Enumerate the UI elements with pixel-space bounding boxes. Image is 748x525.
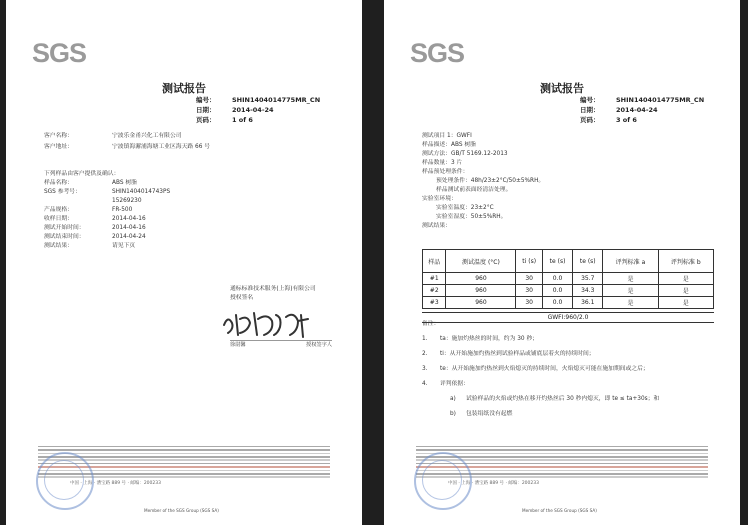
results-table bbox=[422, 249, 714, 309]
field-label: 客户名称： bbox=[44, 133, 73, 139]
test-item: 测试项目 1：GWFI bbox=[422, 133, 472, 139]
sgs-logo: SGS bbox=[32, 38, 87, 68]
field-label: 产品规格： bbox=[44, 207, 73, 213]
field-label: 收样日期： bbox=[44, 216, 73, 222]
sign-authority: 授权签名 bbox=[230, 295, 254, 301]
table-cell: 35.7 bbox=[573, 273, 603, 285]
sample-info bbox=[44, 170, 170, 251]
client-info bbox=[44, 132, 210, 152]
lab-temp: 实验室温度：23±2°C bbox=[436, 205, 494, 211]
note-number: 3. bbox=[422, 366, 428, 372]
table-header bbox=[423, 250, 714, 273]
footer-address: 中国 · 上海 · 漕宝路 889 号 · 邮编：200233 bbox=[448, 481, 540, 486]
meta-value: 3 of 6 bbox=[616, 116, 637, 124]
precondition-note: 样品测试前表面经清洁处理。 bbox=[436, 187, 512, 193]
intro-text: 下列样品由客户提供及确认： bbox=[44, 171, 120, 177]
table-cell: 是 bbox=[603, 285, 658, 297]
sample-desc: 样品描述：ABS 树脂 bbox=[422, 142, 476, 148]
meta-key: 页码： bbox=[196, 116, 216, 124]
report-meta bbox=[580, 95, 704, 125]
field-label: 测试开始时间： bbox=[44, 225, 85, 231]
footer-address: 中国 · 上海 · 漕宝路 889 号 · 邮编：200233 bbox=[70, 481, 162, 486]
table-cell: 是 bbox=[658, 297, 713, 309]
subnote-text: 包装绢纸没有起燃 bbox=[466, 411, 513, 417]
footer-member: Member of the SGS Group (SGS SA) bbox=[144, 508, 219, 513]
handwritten-signature bbox=[206, 305, 326, 341]
field-label: 样品名称： bbox=[44, 180, 73, 186]
note-item bbox=[422, 380, 722, 389]
field-value: 请见下页 bbox=[112, 243, 136, 249]
precondition: 预处理条件：48h/23±2°C/50±5%RH。 bbox=[436, 178, 545, 184]
note-text: ta：施加灼热丝的时间，约为 30 秒； bbox=[440, 336, 539, 342]
field-label: 客户地址： bbox=[44, 144, 73, 150]
results-title: 测试结果： bbox=[422, 223, 451, 229]
note-text: 评判依据： bbox=[440, 381, 469, 387]
table-cell: 是 bbox=[658, 285, 713, 297]
footer-member: Member of the SGS Group (SGS SA) bbox=[522, 508, 597, 513]
sgs-logo: SGS bbox=[410, 38, 465, 68]
table-cell: #1 bbox=[423, 273, 446, 285]
test-method: 测试方法：GB/T 5169.12-2013 bbox=[422, 151, 508, 157]
meta-value: 2014-04-24 bbox=[616, 106, 658, 114]
subnote-item bbox=[450, 395, 722, 404]
column-header: te (s) bbox=[542, 250, 572, 273]
note-number: 2. bbox=[422, 351, 428, 357]
subnote-text: 试验样品的火焰或灼热在移开灼热丝后 30 秒内熄灭，即 te ≤ ta+30s；和 bbox=[466, 396, 660, 402]
table-cell: 是 bbox=[603, 273, 658, 285]
report-meta bbox=[196, 95, 320, 125]
meta-value: SHIN1404014775MR_CN bbox=[232, 96, 321, 104]
subnote-letter: a) bbox=[450, 396, 456, 402]
signer-row bbox=[230, 341, 332, 348]
column-header: 测试温度 (°C) bbox=[446, 250, 516, 273]
column-header: 评判标准 a bbox=[603, 250, 658, 273]
table-cell: 960 bbox=[446, 297, 516, 309]
test-info bbox=[422, 132, 722, 231]
page-title: 测试报告 bbox=[162, 82, 206, 95]
sign-org: 通标标准技术服务(上海)有限公司 bbox=[230, 286, 316, 292]
field-value: SHIN1404014743PS bbox=[112, 189, 171, 195]
note-text: ti：从开始施加灼热丝到试验样品或铺底层着火的持续时间； bbox=[440, 351, 595, 357]
table-row bbox=[423, 285, 714, 297]
note-item bbox=[422, 365, 722, 374]
table-cell: 0.0 bbox=[542, 297, 572, 309]
table-cell: 30 bbox=[516, 273, 543, 285]
notes bbox=[422, 320, 722, 419]
field-value: 宁波镇海澥浦海塘工业区海天路 66 号 bbox=[112, 144, 211, 150]
field-value: 2014-04-24 bbox=[112, 234, 146, 240]
table-cell: 0.0 bbox=[542, 285, 572, 297]
field-label: SGS 参考号： bbox=[44, 189, 81, 195]
table-cell: 960 bbox=[446, 273, 516, 285]
note-number: 4. bbox=[422, 381, 428, 387]
meta-key: 日期： bbox=[580, 106, 600, 114]
note-item bbox=[422, 335, 722, 344]
subnote-letter: b) bbox=[450, 411, 456, 417]
field-value: 宁波乐金甬兴化工有限公司 bbox=[112, 133, 182, 139]
report-page-2 bbox=[384, 0, 740, 525]
note-item bbox=[422, 350, 722, 359]
signer-role: 授权签字人 bbox=[306, 342, 332, 348]
meta-key: 编号： bbox=[196, 96, 216, 104]
gwfi-result: GWFI:960/2.0 bbox=[422, 312, 714, 323]
meta-key: 编号： bbox=[580, 96, 600, 104]
signer-name: 徐尉馨 bbox=[230, 342, 246, 348]
table-cell: 0.0 bbox=[542, 273, 572, 285]
page-title: 测试报告 bbox=[540, 82, 584, 95]
meta-value: 1 of 6 bbox=[232, 116, 253, 124]
note-number: 1. bbox=[422, 336, 428, 342]
field-value: ABS 树脂 bbox=[112, 180, 137, 186]
field-value: FR-500 bbox=[112, 207, 133, 213]
sign-block bbox=[230, 285, 316, 303]
field-value: 2014-04-16 bbox=[112, 216, 146, 222]
column-header: ti (s) bbox=[516, 250, 543, 273]
meta-value: 2014-04-24 bbox=[232, 106, 274, 114]
precondition-title: 样品预处理条件： bbox=[422, 169, 469, 175]
table-cell: #3 bbox=[423, 297, 446, 309]
lab-env-title: 实验室环境： bbox=[422, 196, 457, 202]
table-cell: 36.1 bbox=[573, 297, 603, 309]
meta-value: SHIN1404014775MR_CN bbox=[616, 96, 705, 104]
subnote-item bbox=[450, 410, 722, 419]
notes-title: 备注： bbox=[422, 321, 440, 327]
field-value: 2014-04-16 bbox=[112, 225, 146, 231]
table-row bbox=[423, 273, 714, 285]
table-cell: 30 bbox=[516, 285, 543, 297]
report-page-1 bbox=[6, 0, 362, 525]
table-row bbox=[423, 297, 714, 309]
lab-humidity: 实验室湿度：50±5%RH。 bbox=[436, 214, 507, 220]
table-cell: 是 bbox=[658, 273, 713, 285]
table-cell: #2 bbox=[423, 285, 446, 297]
column-header: te (s) bbox=[573, 250, 603, 273]
table-cell: 960 bbox=[446, 285, 516, 297]
table-cell: 34.3 bbox=[573, 285, 603, 297]
meta-key: 日期： bbox=[196, 106, 216, 114]
table-cell: 是 bbox=[603, 297, 658, 309]
field-label: 测试结束时间： bbox=[44, 234, 85, 240]
note-text: te：从开始施加灼热丝到火焰熄灭的持续时间，火焰熄灭可能在施加期间或之后； bbox=[440, 366, 649, 372]
column-header: 评判标准 b bbox=[658, 250, 713, 273]
table-cell: 30 bbox=[516, 297, 543, 309]
sample-qty: 样品数量：3 片 bbox=[422, 160, 463, 166]
column-header: 样品 bbox=[423, 250, 446, 273]
meta-key: 页码： bbox=[580, 116, 600, 124]
field-value: 15269230 bbox=[112, 198, 142, 204]
field-label bbox=[44, 197, 112, 206]
field-label: 测试结果： bbox=[44, 243, 73, 249]
